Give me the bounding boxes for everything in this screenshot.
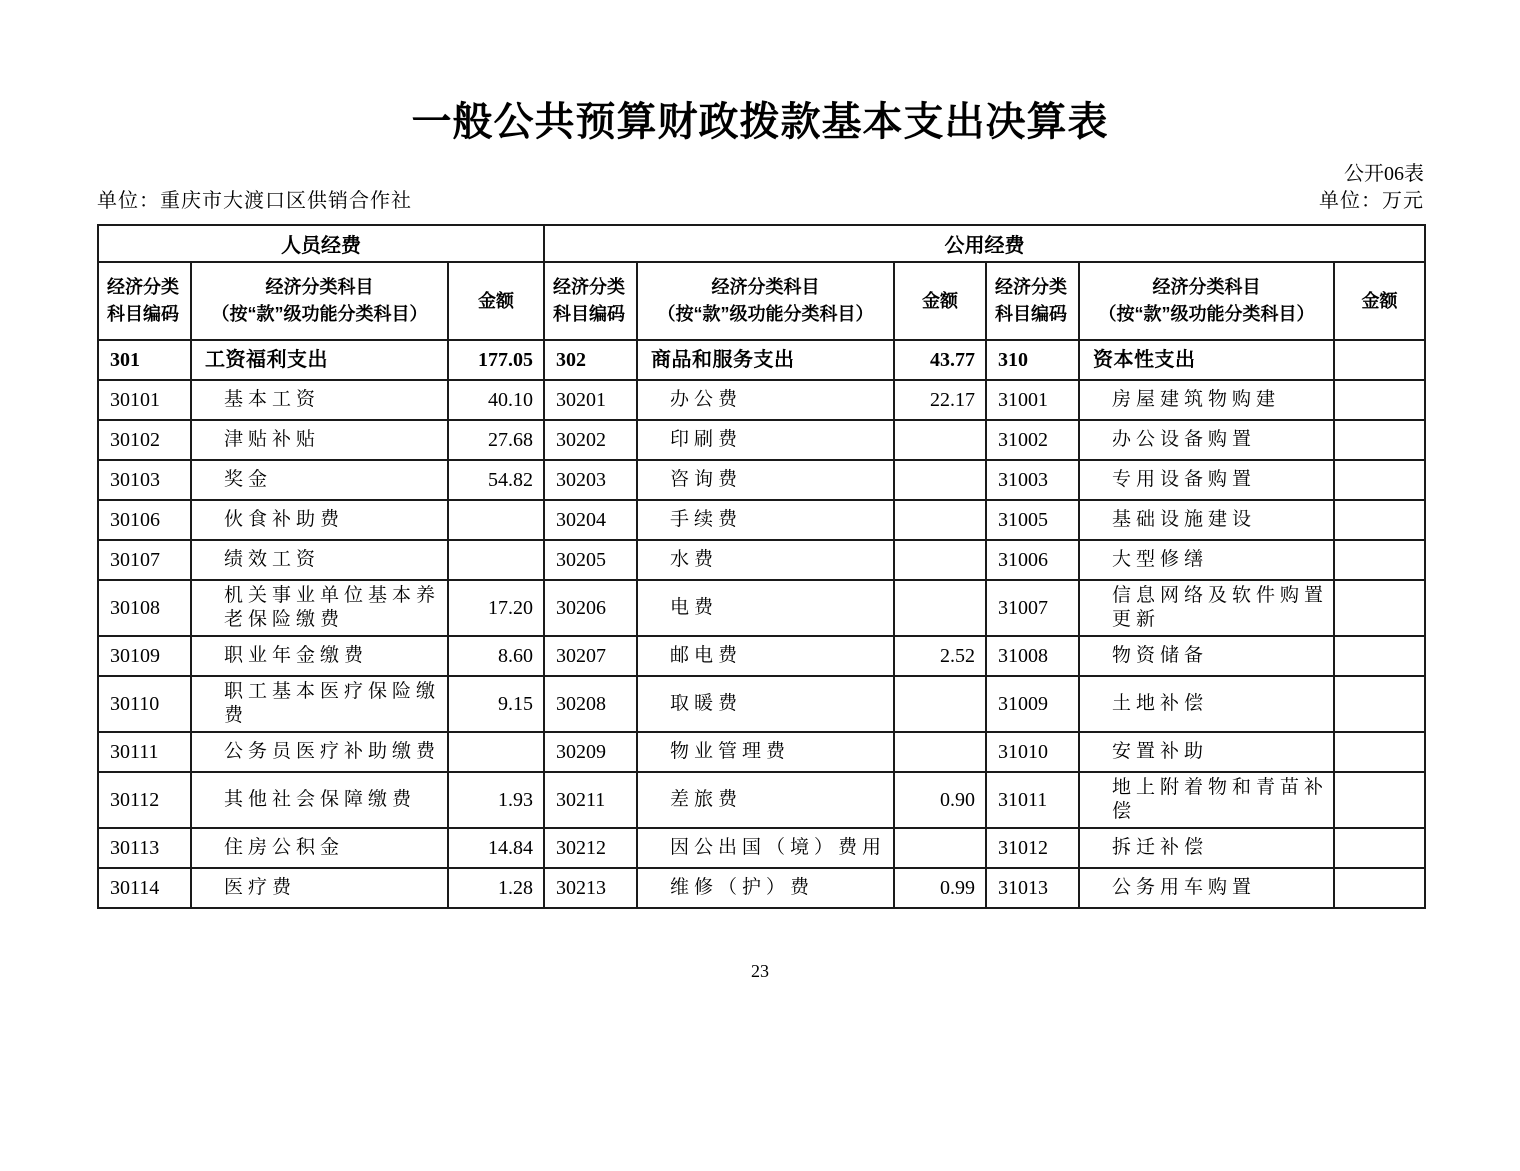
subject-cell: 信息网络及软件购置更新	[1079, 580, 1334, 636]
code-cell: 30203	[544, 460, 637, 500]
amount-cell	[1334, 636, 1425, 676]
code-cell: 30109	[98, 636, 191, 676]
subject-cell: 工资福利支出	[191, 340, 448, 380]
group-header-personnel: 人员经费	[98, 225, 544, 262]
subject-cell: 津贴补贴	[191, 420, 448, 460]
table-row	[98, 828, 1425, 868]
code-cell: 31006	[986, 540, 1079, 580]
table-row	[98, 772, 1425, 828]
amount-cell: 9.15	[448, 676, 544, 732]
amount-cell: 27.68	[448, 420, 544, 460]
amount-cell	[1334, 732, 1425, 772]
subject-cell: 拆迁补偿	[1079, 828, 1334, 868]
amount-cell	[1334, 420, 1425, 460]
code-cell: 31002	[986, 420, 1079, 460]
subject-cell: 取暖费	[637, 676, 894, 732]
table-row	[98, 420, 1425, 460]
table-row	[98, 676, 1425, 732]
code-cell: 30113	[98, 828, 191, 868]
amount-cell: 43.77	[894, 340, 986, 380]
page-number: 23	[751, 961, 769, 981]
subject-cell: 土地补偿	[1079, 676, 1334, 732]
col-header-subject-line2: （按“款”级功能分类科目）	[1098, 304, 1315, 324]
amount-cell	[894, 676, 986, 732]
code-cell: 31010	[986, 732, 1079, 772]
amount-cell: 22.17	[894, 380, 986, 420]
code-cell: 30106	[98, 500, 191, 540]
subject-cell: 咨询费	[637, 460, 894, 500]
col-header-code-2	[544, 262, 637, 340]
subject-cell: 差旅费	[637, 772, 894, 828]
subject-cell: 公务员医疗补助缴费	[191, 732, 448, 772]
amount-cell: 14.84	[448, 828, 544, 868]
subject-cell: 绩效工资	[191, 540, 448, 580]
col-header-subject-line1: 经济分类科目	[265, 277, 374, 297]
col-header-subject-line2: （按“款”级功能分类科目）	[211, 304, 428, 324]
subject-cell: 物资储备	[1079, 636, 1334, 676]
col-header-code-line1: 经济分类	[553, 277, 626, 297]
column-header-row	[98, 262, 1425, 340]
amount-cell	[448, 500, 544, 540]
amount-cell	[1334, 500, 1425, 540]
code-cell: 31005	[986, 500, 1079, 540]
subject-cell: 医疗费	[191, 868, 448, 908]
col-header-amount-3: 金额	[1334, 262, 1425, 340]
amount-cell	[1334, 676, 1425, 732]
code-cell: 30102	[98, 420, 191, 460]
subject-cell: 专用设备购置	[1079, 460, 1334, 500]
code-cell: 30209	[544, 732, 637, 772]
amount-cell: 40.10	[448, 380, 544, 420]
col-header-subject-2	[637, 262, 894, 340]
code-cell: 30112	[98, 772, 191, 828]
subject-cell: 电费	[637, 580, 894, 636]
col-header-subject-line1: 经济分类科目	[711, 277, 820, 297]
code-cell: 30101	[98, 380, 191, 420]
code-cell: 31011	[986, 772, 1079, 828]
code-cell: 30108	[98, 580, 191, 636]
subject-cell: 住房公积金	[191, 828, 448, 868]
subject-cell: 水费	[637, 540, 894, 580]
code-cell: 30213	[544, 868, 637, 908]
subject-cell: 安置补助	[1079, 732, 1334, 772]
group-header-public: 公用经费	[544, 225, 1425, 262]
org-label: 单位：重庆市大渡口区供销合作社	[97, 190, 412, 212]
amount-cell: 1.93	[448, 772, 544, 828]
code-cell: 30103	[98, 460, 191, 500]
code-cell: 30201	[544, 380, 637, 420]
form-tag: 公开06表	[1344, 163, 1424, 185]
amount-cell	[448, 732, 544, 772]
subject-cell: 印刷费	[637, 420, 894, 460]
table-row	[98, 540, 1425, 580]
subject-cell: 维修（护）费	[637, 868, 894, 908]
col-header-code-line2: 科目编码	[995, 304, 1068, 324]
subject-cell: 地上附着物和青苗补偿	[1079, 772, 1334, 828]
amount-cell	[1334, 340, 1425, 380]
amount-cell: 2.52	[894, 636, 986, 676]
amount-cell	[894, 540, 986, 580]
subject-cell: 职业年金缴费	[191, 636, 448, 676]
code-cell: 301	[98, 340, 191, 380]
code-cell: 30202	[544, 420, 637, 460]
amount-cell	[1334, 772, 1425, 828]
code-cell: 30111	[98, 732, 191, 772]
code-cell: 30107	[98, 540, 191, 580]
amount-cell	[1334, 460, 1425, 500]
page-title: 一般公共预算财政拨款基本支出决算表	[411, 100, 1109, 144]
code-cell: 30204	[544, 500, 637, 540]
table-row	[98, 460, 1425, 500]
amount-cell	[1334, 828, 1425, 868]
table-row	[98, 580, 1425, 636]
col-header-code-3	[986, 262, 1079, 340]
subject-cell: 其他社会保障缴费	[191, 772, 448, 828]
subject-cell: 邮电费	[637, 636, 894, 676]
subject-cell: 伙食补助费	[191, 500, 448, 540]
code-cell: 30206	[544, 580, 637, 636]
code-cell: 30212	[544, 828, 637, 868]
amount-cell: 54.82	[448, 460, 544, 500]
unit-label: 单位：万元	[1319, 190, 1424, 212]
subject-cell: 职工基本医疗保险缴费	[191, 676, 448, 732]
code-cell: 302	[544, 340, 637, 380]
subject-cell: 商品和服务支出	[637, 340, 894, 380]
col-header-subject-1	[191, 262, 448, 340]
code-cell: 30211	[544, 772, 637, 828]
col-header-subject-line2: （按“款”级功能分类科目）	[657, 304, 874, 324]
code-cell: 31009	[986, 676, 1079, 732]
table-row	[98, 500, 1425, 540]
subject-cell: 奖金	[191, 460, 448, 500]
amount-cell: 0.99	[894, 868, 986, 908]
col-header-amount-2: 金额	[894, 262, 986, 340]
code-cell: 30208	[544, 676, 637, 732]
subject-cell: 公务用车购置	[1079, 868, 1334, 908]
code-cell: 31007	[986, 580, 1079, 636]
budget-table	[97, 224, 1426, 909]
col-header-subject-line1: 经济分类科目	[1152, 277, 1261, 297]
amount-cell	[894, 732, 986, 772]
subject-cell: 大型修缮	[1079, 540, 1334, 580]
subject-cell: 房屋建筑物购建	[1079, 380, 1334, 420]
table-row	[98, 380, 1425, 420]
amount-cell	[1334, 380, 1425, 420]
amount-cell: 1.28	[448, 868, 544, 908]
col-header-amount-1: 金额	[448, 262, 544, 340]
code-cell: 30114	[98, 868, 191, 908]
col-header-code-line1: 经济分类	[995, 277, 1068, 297]
amount-cell	[1334, 540, 1425, 580]
code-cell: 31013	[986, 868, 1079, 908]
table-row	[98, 868, 1425, 908]
subject-cell: 手续费	[637, 500, 894, 540]
amount-cell	[894, 420, 986, 460]
subject-cell: 办公费	[637, 380, 894, 420]
amount-cell	[894, 580, 986, 636]
col-header-code-1	[98, 262, 191, 340]
code-cell: 31012	[986, 828, 1079, 868]
subject-cell: 物业管理费	[637, 732, 894, 772]
meta-row	[97, 188, 1424, 214]
code-cell: 30205	[544, 540, 637, 580]
amount-cell: 0.90	[894, 772, 986, 828]
col-header-code-line2: 科目编码	[107, 304, 179, 324]
amount-cell: 177.05	[448, 340, 544, 380]
code-cell: 30207	[544, 636, 637, 676]
subject-cell: 机关事业单位基本养老保险缴费	[191, 580, 448, 636]
code-cell: 310	[986, 340, 1079, 380]
table-row	[98, 636, 1425, 676]
subject-cell: 基本工资	[191, 380, 448, 420]
table-row	[98, 340, 1425, 380]
amount-cell: 17.20	[448, 580, 544, 636]
col-header-code-line2: 科目编码	[553, 304, 626, 324]
amount-cell: 8.60	[448, 636, 544, 676]
table-row	[98, 732, 1425, 772]
code-cell: 31001	[986, 380, 1079, 420]
subject-cell: 因公出国（境）费用	[637, 828, 894, 868]
code-cell: 31003	[986, 460, 1079, 500]
col-header-code-line1: 经济分类	[107, 277, 179, 297]
subject-cell: 资本性支出	[1079, 340, 1334, 380]
group-header-row	[98, 225, 1425, 262]
subject-cell: 基础设施建设	[1079, 500, 1334, 540]
amount-cell	[894, 500, 986, 540]
amount-cell	[1334, 580, 1425, 636]
code-cell: 30110	[98, 676, 191, 732]
amount-cell	[894, 828, 986, 868]
amount-cell	[894, 460, 986, 500]
amount-cell	[1334, 868, 1425, 908]
subject-cell: 办公设备购置	[1079, 420, 1334, 460]
code-cell: 31008	[986, 636, 1079, 676]
amount-cell	[448, 540, 544, 580]
col-header-subject-3	[1079, 262, 1334, 340]
